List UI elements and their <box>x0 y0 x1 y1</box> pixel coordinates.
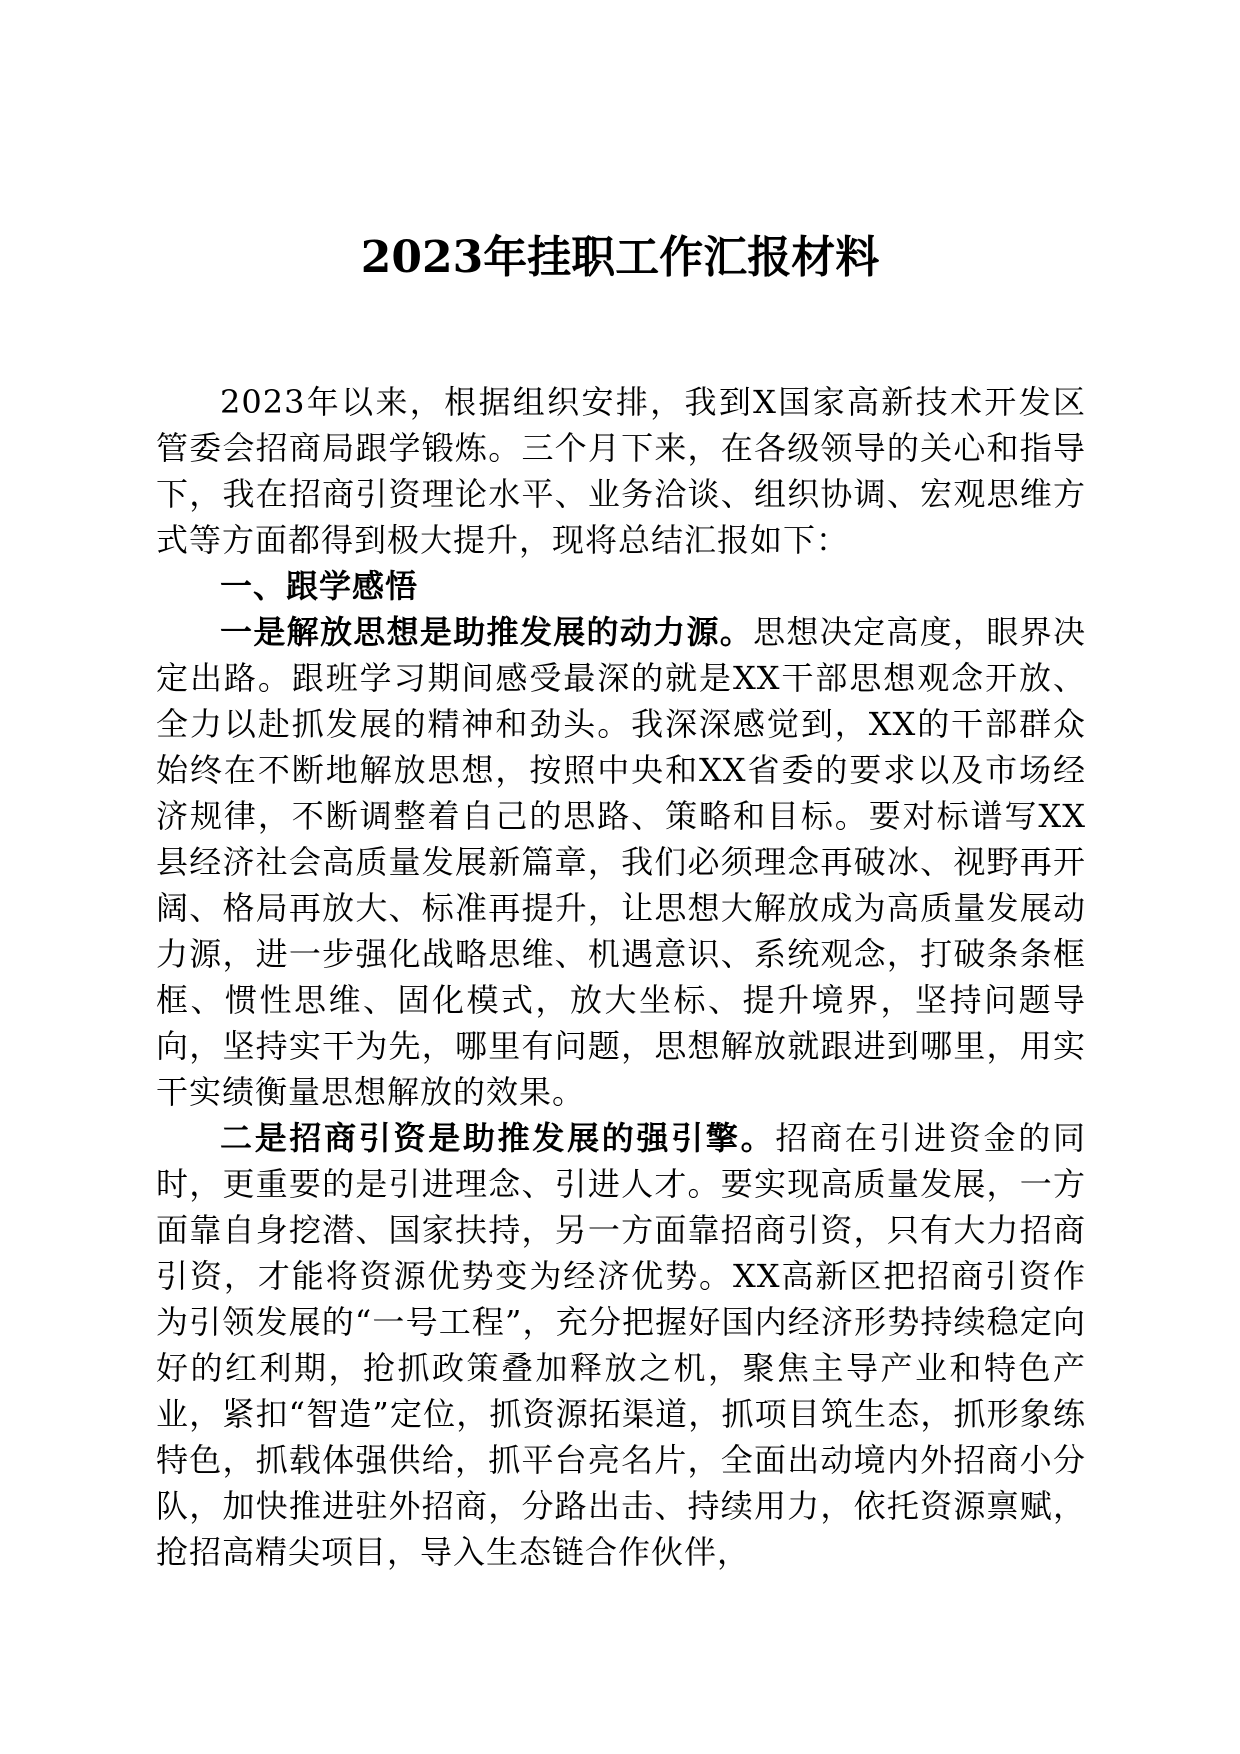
point-text-2: 招商在引进资金的同时，更重要的是引进理念、引进人才。要实现高质量发展，一方面靠自身挖潜、国家扶持，另一方面靠招商引资，只有大力招商引资，才能将资源优势变为经济优势。XX高新区把招商引资作为引领发展的“一号工程”，充分把握好国内经济形势持续稳定向好的红利期，抢抓政策叠加释放之机，聚焦主导产业和特色产业，紧扣“智造”定位，抓资源拓渠道，抓项目筑生态，抓形象练特色，抓载体强供给，抓平台亮名片，全面出动境内外招商小分队，加快推进驻外招商，分路出击、持续用力，依托资源禀赋，抢招高精尖项目，导入生态链合作伙伴， <box>156 1119 1086 1571</box>
point-text-1: 思想决定高度，眼界决定出路。跟班学习期间感受最深的就是XX干部思想观念开放、全力以赴抓发展的精神和劲头。我深深感觉到，XX的干部群众始终在不断地解放思想，按照中央和XX省委的要求以及市场经济规律，不断调整着自己的思路、策略和目标。要对标谱写XX县经济社会高质量发展新篇章，我们必须理念再破冰、视野再开阔、格局再放大、标准再提升，让思想大解放成为高质量发展动力源，进一步强化战略思维、机遇意识、系统观念，打破条条框框、惯性思维、固化模式，放大坐标、提升境界，坚持问题导向，坚持实干为先，哪里有问题，思想解放就跟进到哪里，用实干实绩衡量思想解放的效果。 <box>156 613 1086 1111</box>
point-lead-2: 二是招商引资是助推发展的强引擎。 <box>220 1119 776 1157</box>
document-title: 2023年挂职工作汇报材料 <box>360 232 880 283</box>
point-paragraph-2 <box>156 1115 1086 1575</box>
section-heading-1: 一、跟学感悟 <box>220 567 419 605</box>
intro-paragraph: 2023年以来，根据组织安排，我到X国家高新技术开发区管委会招商局跟学锻炼。三个月下来，在各级领导的关心和指导下，我在招商引资理论水平、业务洽谈、组织协调、宏观思维方式等方面都得到极大提升，现将总结汇报如下： <box>156 383 1086 559</box>
point-paragraph-1 <box>156 609 1086 1115</box>
document-body <box>156 379 1086 1575</box>
point-lead-1: 一是解放思想是助推发展的动力源。 <box>220 613 754 651</box>
